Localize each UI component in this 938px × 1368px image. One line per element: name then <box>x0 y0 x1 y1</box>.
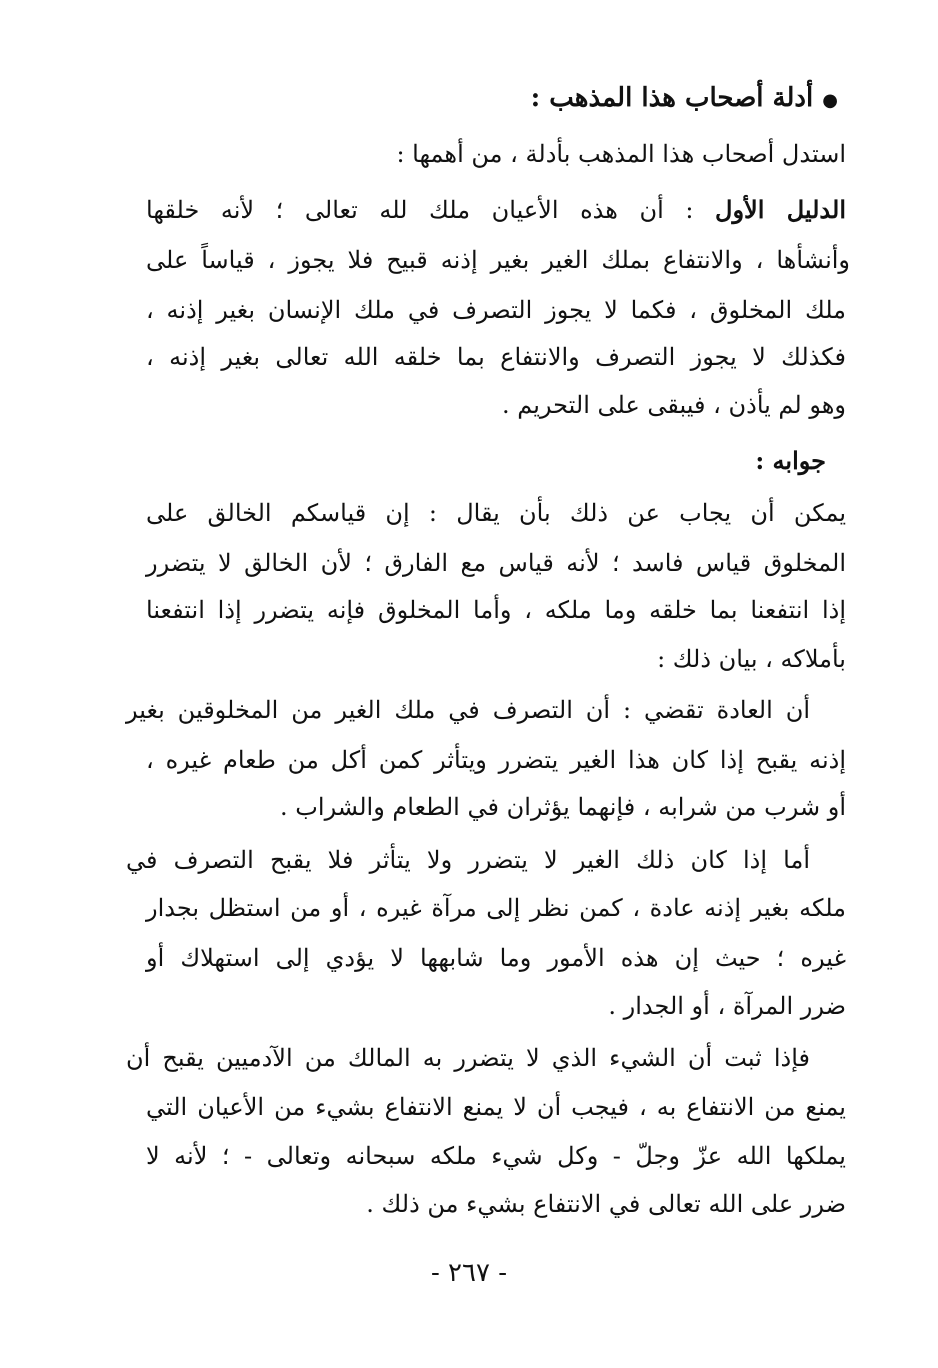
page-number: - ٢٦٧ - <box>430 1258 508 1288</box>
paragraph3-line-1: أما إذا كان ذلك الغير لا يتضرر ولا يتأثر فلا يقبح التصرف في <box>126 846 810 874</box>
paragraph2-line-1: أن العادة تقضي : أن التصرف في ملك الغير من المخلوقين بغير <box>126 696 810 724</box>
section-heading-text: أدلة أصحاب هذا المذهب : <box>530 83 814 113</box>
paragraph2-line-3: أو شرب من شرابه ، فإنهما يؤثران في الطعام والشراب . <box>280 793 846 821</box>
intro-line: استدل أصحاب هذا المذهب بأدلة ، من أهمها : <box>396 140 846 168</box>
first-proof-line-5: وهو لم يأذن ، فيبقى على التحريم . <box>502 391 846 419</box>
paragraph1-line-2: المخلوق قياس فاسد ؛ لأنه قياس مع الفارق ؛ لأن الخالق لا يتضرر <box>146 549 846 577</box>
paragraph4-line-3: يملكها الله عزّ وجلّ - وكل شيء ملكه سبحانه وتعالى - ؛ لأنه لا <box>146 1142 846 1170</box>
paragraph3-line-4: ضرر المرآة ، أو الجدار . <box>608 992 846 1020</box>
answer-heading: جوابه : <box>755 446 826 475</box>
paragraph3-line-2: ملكه بغير إذنه عادة ، كمن نظر إلى مرآة غيره ، أو من استظل بجدار <box>146 894 846 922</box>
paragraph4-line-1: فإذا ثبت أن الشيء الذي لا يتضرر به المالك من الآدميين يقبح أن <box>126 1044 810 1072</box>
first-proof-line-2: وأنشأها ، والانتفاع بملك الغير بغير إذنه قبيح فلا يجوز ، قياساً على <box>146 246 850 274</box>
paragraph1-line-4: بأملاكه ، بيان ذلك : <box>657 645 846 673</box>
paragraph2-line-2: إذنه يقبح إذا كان هذا الغير يتضرر ويتأثر كمن أكل من طعام غيره ، <box>146 746 846 774</box>
paragraph3-line-3: غيره ؛ حيث إن هذه الأمور وما شابهها لا يؤدي إلى استهلاك أو <box>146 944 846 972</box>
first-proof-label: الدليل الأول <box>715 195 847 224</box>
paragraph4-line-4: ضرر على الله تعالى في الانتفاع بشيء من ذلك . <box>366 1190 846 1218</box>
first-proof-line-4: فكذلك لا يجوز التصرف والانتفاع بما خلقه الله تعالى بغير إذنه ، <box>146 343 846 371</box>
bullet-icon: ● <box>822 90 838 111</box>
section-heading <box>138 78 838 121</box>
paragraph1-line-3: إذا انتفعنا بما خلقه وما ملكه ، وأما المخلوق فإنه يتضرر إذا انتفعنا <box>146 596 846 624</box>
paragraph1-line-1: يمكن أن يجاب عن ذلك بأن يقال : إن قياسكم الخالق على <box>146 499 846 527</box>
first-proof-line-3: ملك المخلوق ، فكما لا يجوز التصرف في ملك الإنسان بغير إذنه ، <box>146 296 846 324</box>
first-proof-line-1 <box>146 190 846 230</box>
first-proof-line-1-text: : أن هذه الأعيان ملك لله تعالى ؛ لأنه خلقها <box>146 196 694 224</box>
paragraph4-line-2: يمنع من الانتفاع به ، فيجب أن لا يمنع الانتفاع بشيء من الأعيان التي <box>146 1093 846 1121</box>
